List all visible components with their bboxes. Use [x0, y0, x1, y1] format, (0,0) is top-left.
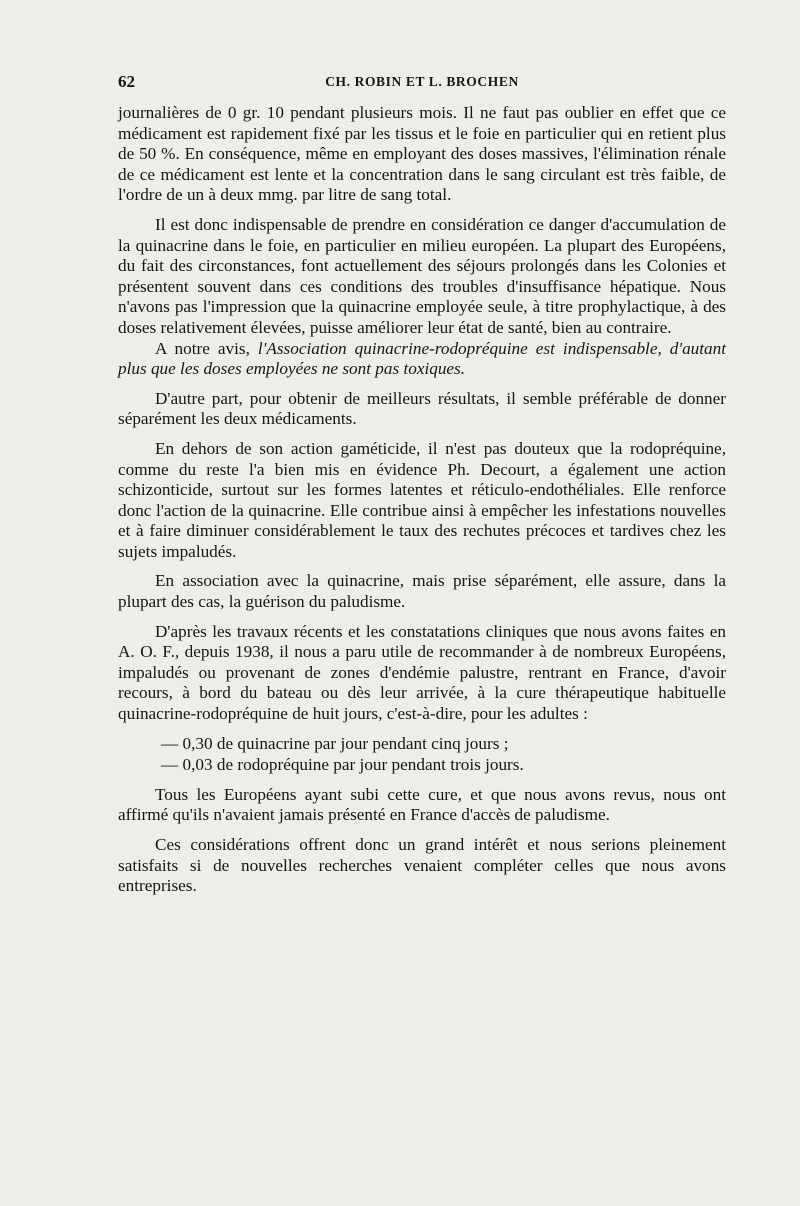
opinion-lead: A notre avis,	[155, 338, 258, 358]
dose-item-rodopréquine: — 0,03 de rodopréquine par jour pendant trois jours.	[161, 755, 524, 775]
paragraph-accumulation-danger: Il est donc indispensable de prendre en considération ce danger d'accumulation de la quinacrine dans le foie, en particulier en milieu européen. La plupart des Européens, du fait des circonstances, font actuellement des séjours prolongés dans les Colonies et présentent souvent dans ces conditions des troubles d'insuffisance hépatique. Nous n'avons pas l'impression que la quinacrine employée seule, à titre prophylactique, à des doses relativement élevées, puisse améliorer leur état de santé, bien au contraire.	[118, 214, 726, 337]
running-title: CH. ROBIN ET L. BROCHEN	[325, 74, 519, 89]
page-header	[118, 72, 726, 94]
paragraph-recommendation: D'après les travaux récents et les constatations cliniques que nous avons faites en A. O. F., depuis 1938, il nous a paru utile de recommander à de nombreux Européens, impaludés ou provenant de zones d'endémie palustre, rentrant en France, d'avoir recours, à bord du bateau ou dès leur arrivée, à la cure thérapeutique habituelle quinacrine-rodopréquine de huit jours, c'est-à-dire, pour les adultes :	[118, 621, 726, 724]
body-text	[118, 103, 726, 906]
paragraph-gameticide-action: En dehors de son action gaméticide, il n'est pas douteux que la rodopréquine, comme du reste l'a bien mis en évidence Ph. Decourt, a également une action schizonticide, surtout sur les formes latentes et réticulo-endothéliales. Elle renforce donc l'action de la quinacrine. Elle contribue ainsi à empêcher les infestations nouvelles et à faire diminuer considérablement le taux des rechutes précoces et tardives chez les sujets impaludés.	[118, 438, 726, 561]
paragraph-separate-dosing: D'autre part, pour obtenir de meilleurs résultats, il semble préférable de donner séparément les deux médicaments.	[118, 388, 726, 429]
paragraph-results: Tous les Européens ayant subi cette cure, et que nous avons revus, nous ont affirmé qu'ils n'avaient jamais présenté en France d'accès de paludisme.	[118, 784, 726, 825]
paragraph-association: En association avec la quinacrine, mais prise séparément, elle assure, dans la plupart des cas, la guérison du paludisme.	[118, 571, 726, 612]
paragraph-conclusion: Ces considérations offrent donc un grand intérêt et nous serions pleinement satisfaits si de nouvelles recherches venaient compléter celles que nous avons entreprises.	[118, 835, 726, 896]
page-number: 62	[118, 72, 135, 91]
dose-item-quinacrine: — 0,30 de quinacrine par jour pendant cinq jours ;	[161, 733, 509, 753]
opinion-italic-statement: l'Association quinacrine-rodopréquine est indispensable, d'autant plus que les doses employées ne sont pas toxiques.	[118, 338, 726, 379]
paragraph-continuation: journalières de 0 gr. 10 pendant plusieurs mois. Il ne faut pas oublier en effet que ce médicament est rapidement fixé par les tissus et le foie en particulier qui en retient plus de 50 %. En conséquence, même en employant des doses massives, l'élimination rénale de ce médicament est lente et la concentration dans le sang circulant est très faible, de l'ordre de un à deux mmg. par litre de sang total.	[118, 103, 726, 205]
paragraph-opinion	[118, 339, 726, 380]
